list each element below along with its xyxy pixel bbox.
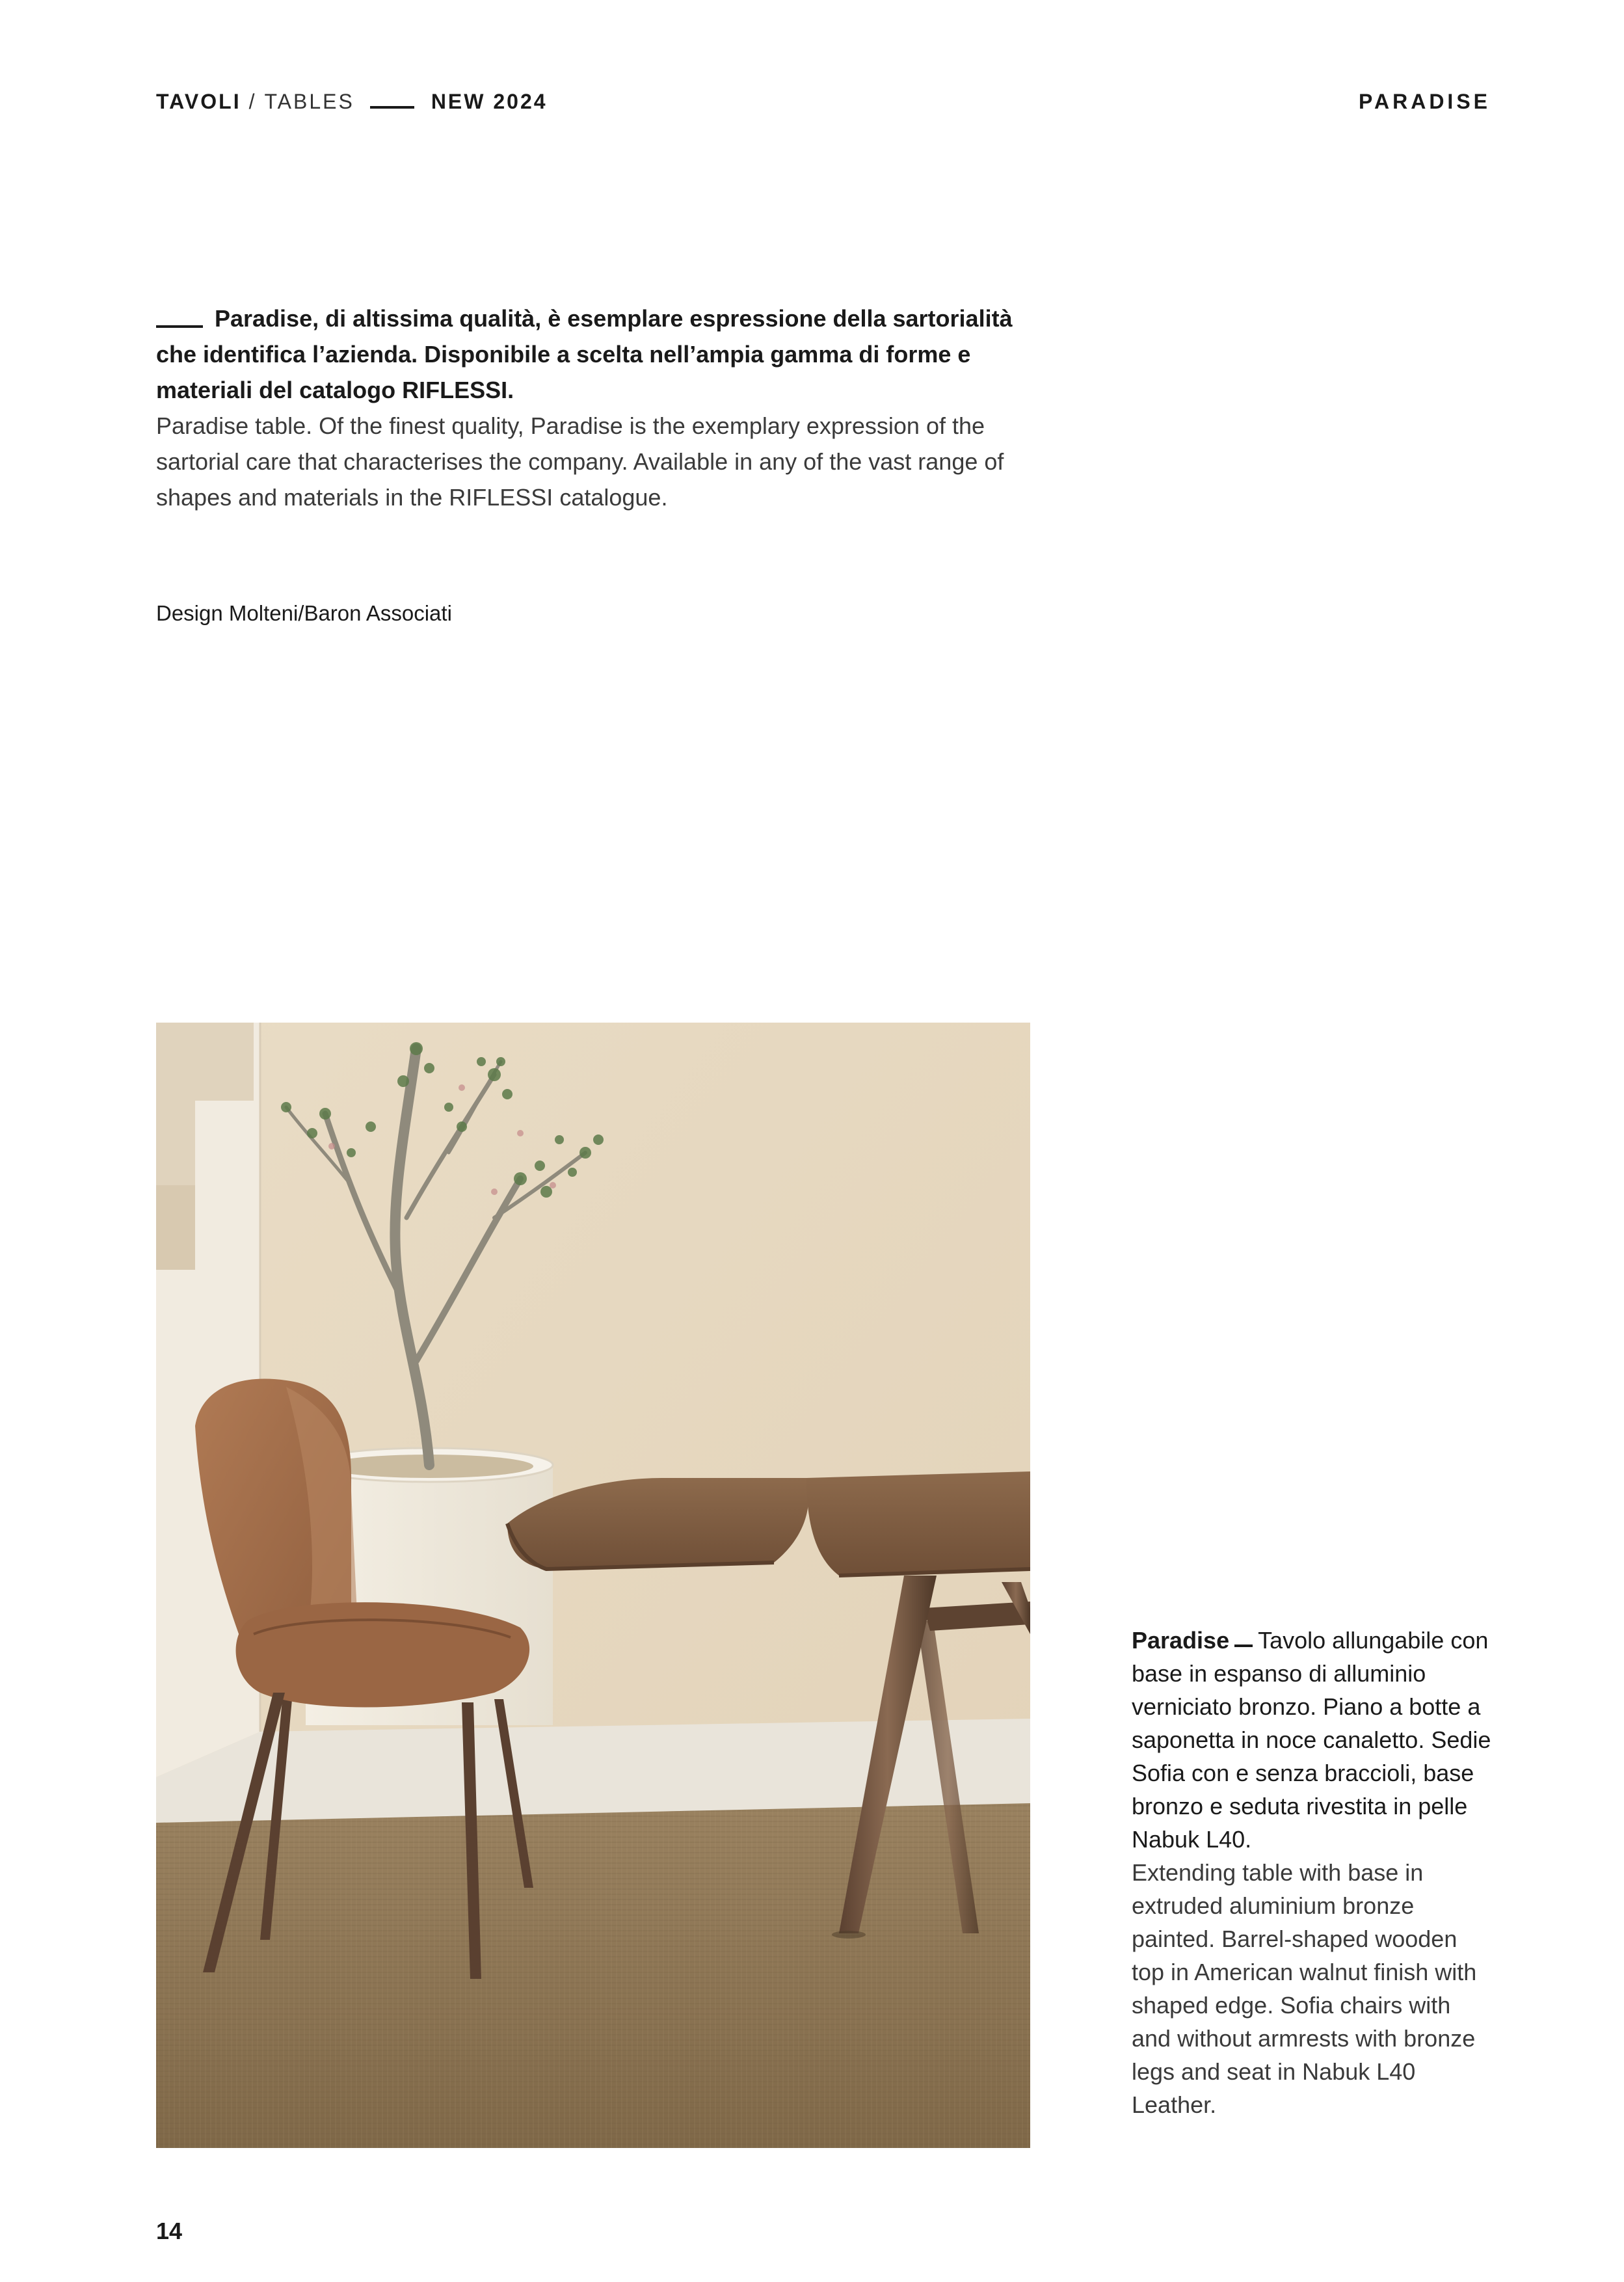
intro-lead-line: [156, 325, 203, 328]
product-photo: [156, 1023, 1030, 2148]
caption-text-en: Extending table with base in extruded aluminium bronze painted. Barrel-shaped wooden top in American walnut finish with shaped edge. Sofia chairs with and without armrests with bronze legs and seat in Nabuk L40 Leather.: [1132, 1859, 1477, 2118]
caption-text-it: Tavolo allungabile con base in espanso di alluminio verniciato bronzo. Piano a botte a saponetta in noce canaletto. Sedie Sofia con e senza braccioli, base bronzo e seduta rivestita in pelle Nabuk L40.: [1132, 1627, 1491, 1853]
caption-title: Paradise: [1132, 1627, 1230, 1654]
product-name-header: PARADISE: [1359, 90, 1491, 113]
page-number: 14: [156, 2218, 183, 2244]
page-header-section: [156, 86, 548, 117]
header-divider: [370, 106, 414, 109]
intro-text-it-wrapper: [156, 301, 1054, 408]
caption-dash: [1234, 1644, 1253, 1647]
photo-caption: [1132, 1624, 1496, 2121]
caption-text-it-wrapper: [1132, 1624, 1496, 1856]
product-photo-illustration: [156, 1023, 1030, 2148]
design-credit: Design Molteni/Baron Associati: [156, 601, 452, 625]
section-label-it: TAVOLI: [156, 90, 241, 113]
intro-text-it: Paradise, di altissima qualità, è esemplare espressione della sartorialità che identifica l’azienda. Disponibile a scelta nell’ampia gamma di forme e materiali del catalogo RIFLESSI.: [156, 305, 1013, 403]
intro-block: [156, 301, 1054, 515]
edition-label: NEW 2024: [431, 90, 548, 113]
intro-text-en: Paradise table. Of the finest quality, Paradise is the exemplary expression of the sartorial care that characterises the company. Available in any of the vast range of shapes and materials in the RIFLESSI catalogue.: [156, 412, 1004, 511]
section-label-en: TABLES: [264, 90, 354, 113]
section-separator: /: [248, 90, 257, 113]
